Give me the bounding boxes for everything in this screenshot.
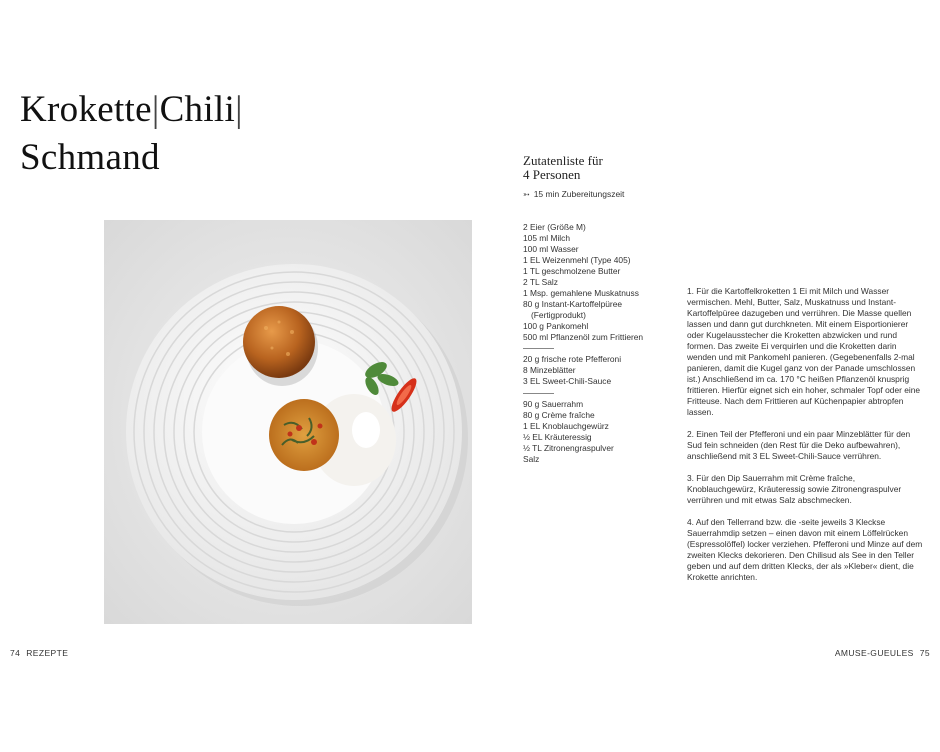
ingredient-item: 80 g Crème fraîche — [523, 410, 595, 421]
ingredient-item: 80 g Instant-Kartoffelpüree — [523, 298, 623, 309]
title-part-krokette: Krokette — [20, 89, 152, 130]
dish-photo — [104, 220, 472, 624]
ingredient-item: 100 ml Wasser — [523, 243, 579, 254]
page-number-right: 75 — [919, 648, 930, 658]
ingredient-item: 8 Minzeblätter — [523, 365, 576, 376]
ingredient-group-croquette — [523, 222, 683, 342]
ingredient-item: 2 Eier (Größe M) — [523, 222, 586, 232]
prep-time-text: 15 min Zubereitungszeit — [533, 189, 625, 199]
ingredient-item: 90 g Sauerrahm — [523, 399, 584, 410]
ingredients-heading-line2: 4 Personen — [523, 167, 581, 182]
method-steps — [687, 286, 923, 594]
ingredient-item: 1 Msp. gemahlene Muskatnuss — [523, 287, 639, 298]
ingredient-group-dip — [523, 399, 683, 465]
group-divider — [523, 393, 554, 394]
ingredient-item: (Fertigprodukt) — [531, 309, 586, 320]
arrow-icon: ➳ — [523, 189, 530, 199]
title-separator: | — [235, 89, 243, 130]
page-number-left: 74 — [10, 648, 21, 658]
title-separator: | — [151, 89, 160, 130]
footer-left — [4, 648, 68, 658]
ingredient-item: 500 ml Pflanzenöl zum Frittieren — [523, 331, 644, 342]
section-label-right: AMUSE-GUEULES — [834, 648, 914, 658]
ingredient-item: ½ TL Zitronengraspulver — [523, 443, 614, 454]
ingredient-item: 1 EL Knoblauchgewürz — [523, 421, 609, 432]
step-1: 1. Für die Kartoffelkroketten 1 Ei mit Milch und Wasser vermischen. Mehl, Butter, Salz, Muskatnuss und Instant-Kartoffelpüree dazugeben und verrühren. Die Masse quellen lassen und dann gut durchkneten. Mit einem Eisportionierer oder Kugelausstecher die Kroketten abzwicken und rund formen. Das zweite Ei verquirlen und die Kroketten darin wenden und mit Pankomehl panieren. (Gegebenenfalls 2-mal panieren, damit die Kugel ganz von der Panade umschlossen ist.) Anschließend im ca. 170 °C heißen Pflanzenöl knusprig frittieren. Hierfür eignet sich ein hoher, schmaler Topf oder eine Fritteuse. Nach dem Frittieren auf Küchenpapier abtropfen lassen. — [687, 286, 921, 417]
recipe-title — [20, 86, 243, 182]
ingredient-item: 100 g Pankomehl — [523, 320, 589, 331]
ingredient-item: ½ EL Kräuteressig — [523, 432, 592, 443]
ingredient-item: 20 g frische rote Pfefferoni — [523, 354, 622, 365]
ingredient-item: 1 TL geschmolzene Butter — [523, 265, 621, 276]
ingredient-item: 2 TL Salz — [523, 276, 558, 287]
ingredients-heading — [523, 154, 603, 182]
step-4: 4. Auf den Tellerrand bzw. die -seite jeweils 3 Kleckse Sauerrahmdip setzen – einen davon mit einem Löffelrücken (Espressolöffel) locker verziehen. Pfefferoni und Minze auf dem zweiten Klecks dekorieren. Den Chilisud als See in den Teller geben und auf dem dritten Klecks, der als »Kleber« dient, die Krokette anrichten. — [687, 517, 923, 582]
footer-right — [835, 648, 936, 658]
group-divider — [523, 348, 554, 349]
ingredient-list — [523, 222, 683, 475]
ingredient-item: 1 EL Weizenmehl (Type 405) — [523, 254, 631, 265]
title-part-chili: Chili — [159, 89, 236, 130]
title-part-schmand: Schmand — [20, 137, 160, 178]
plate-illustration — [104, 220, 472, 624]
section-label-left: REZEPTE — [26, 648, 69, 658]
ingredient-item: 3 EL Sweet-Chili-Sauce — [523, 376, 612, 387]
prep-time — [523, 189, 624, 199]
step-2: 2. Einen Teil der Pfefferoni und ein paar Minzeblätter für den Sud fein schneiden (den Rest für die Deko aufbewahren), anschließend mit 3 EL Sweet-Chili-Sauce verrühren. — [687, 429, 911, 461]
ingredients-heading-line1: Zutatenliste für — [523, 153, 603, 168]
ingredient-item: Salz — [523, 454, 540, 465]
step-3: 3. Für den Dip Sauerrahm mit Crème fraîche, Knoblauchgewürz, Kräuteressig sowie Zitronengraspulver verrühren und mit etwas Salz abschmecken. — [687, 473, 902, 505]
ingredient-item: 105 ml Milch — [523, 232, 571, 243]
ingredient-group-chili — [523, 354, 683, 387]
